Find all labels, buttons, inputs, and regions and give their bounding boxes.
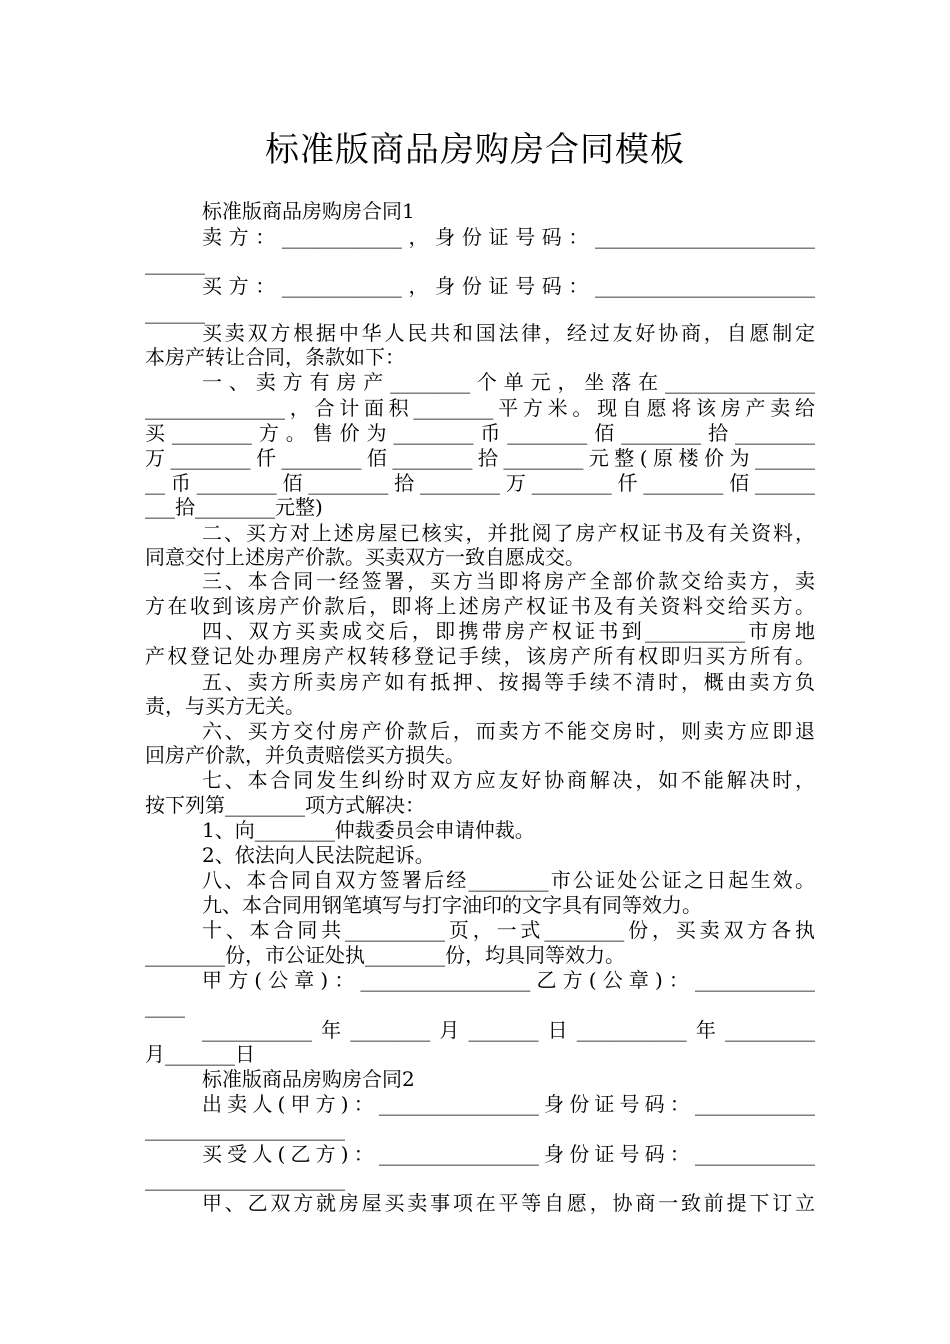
text-line: 四、双方买卖成交后，即携带房产权证书到__________市房地 [202, 619, 815, 643]
text-line: 买受人(乙方)：________________身份证号码：____________ [202, 1142, 815, 1166]
text-line: 买卖双方根据中华人民共和国法律，经过友好协商，自愿制定 [202, 321, 815, 345]
text-line: 甲方(公章)：_________________乙方(公章)：____________ [202, 968, 815, 992]
text-line: 甲、乙双方就房屋买卖事项在平等自愿，协商一致前提下订立 [202, 1191, 815, 1215]
text-line: 三、本合同一经签署，买方当即将房产全部价款交给卖方，卖 [202, 569, 815, 593]
text-line: ___拾________元整) [145, 495, 323, 519]
text-line: ____________________ [145, 1167, 345, 1191]
text-line: 本房产转让合同，条款如下： [145, 345, 405, 369]
text-line: ____________________ [145, 1117, 345, 1141]
text-line: ______ [145, 300, 205, 324]
text-line: 买________方。售价为________币________佰________拾________ [145, 421, 815, 445]
text-line: 六、买方交付房产价款后，而卖方不能交房时，则卖方应即退 [202, 719, 815, 743]
text-line: 卖方：____________，身份证号码：______________________ [202, 225, 815, 249]
text-line: 产权登记处办理房产权转移登记手续，该房产所有权即归买方所有。 [145, 644, 815, 668]
text-line: 出卖人(甲方)：________________身份证号码：____________ [202, 1092, 815, 1116]
text-line: ___________年________月_______日___________年_________ [202, 1018, 815, 1042]
text-line: ____ [145, 994, 185, 1018]
text-line: 回房产价款，并负责赔偿买方损失。 [145, 743, 465, 767]
text-line: 月_______日 [145, 1042, 255, 1066]
document-title: 标准版商品房购房合同模板 [265, 130, 685, 170]
text-line: 五、卖方所卖房产如有抵押、按揭等手续不清时，概由卖方负 [202, 670, 815, 694]
text-line: 1、向________仲裁委员会申请仲裁。 [202, 818, 535, 842]
text-line: 十、本合同共__________页，一式________份，买卖双方各执 [202, 918, 815, 942]
text-line: 方在收到该房产价款后，即将上述房产权证书及有关资料交给买方。 [145, 594, 815, 618]
text-line: 一、卖方有房产________个单元，坐落在_______________ [202, 370, 815, 394]
text-line: 二、买方对上述房屋已核实，并批阅了房产权证书及有关资料， [202, 521, 815, 545]
text-line: 标准版商品房购房合同2 [202, 1067, 415, 1091]
text-line: 买方：____________，身份证号码：______________________ [202, 274, 815, 298]
text-line: ________份，市公证处执________份，均具同等效力。 [145, 943, 625, 967]
text-line: 2、依法向人民法院起诉。 [202, 843, 435, 867]
text-line: 同意交付上述房产价款。买卖双方一致自愿成交。 [145, 545, 585, 569]
text-line: 七、本合同发生纠纷时双方应友好协商解决，如不能解决时， [202, 768, 815, 792]
text-line: 万________仟________佰________拾________元整(原楼价为______ [145, 446, 815, 470]
text-line: 责，与买方无关。 [145, 694, 305, 718]
text-line: ______ [145, 251, 205, 275]
text-line: 标准版商品房购房合同1 [202, 199, 415, 223]
text-line: 按下列第________项方式解决： [145, 793, 425, 817]
text-line: ______________，合计面积________平方米。现自愿将该房产卖给 [145, 396, 815, 420]
text-line: __币________佰________拾________万________仟________佰______ [145, 471, 815, 495]
text-line: 八、本合同自双方签署后经________市公证处公证之日起生效。 [202, 868, 815, 892]
text-line: 九、本合同用钢笔填写与打字油印的文字具有同等效力。 [202, 893, 702, 917]
